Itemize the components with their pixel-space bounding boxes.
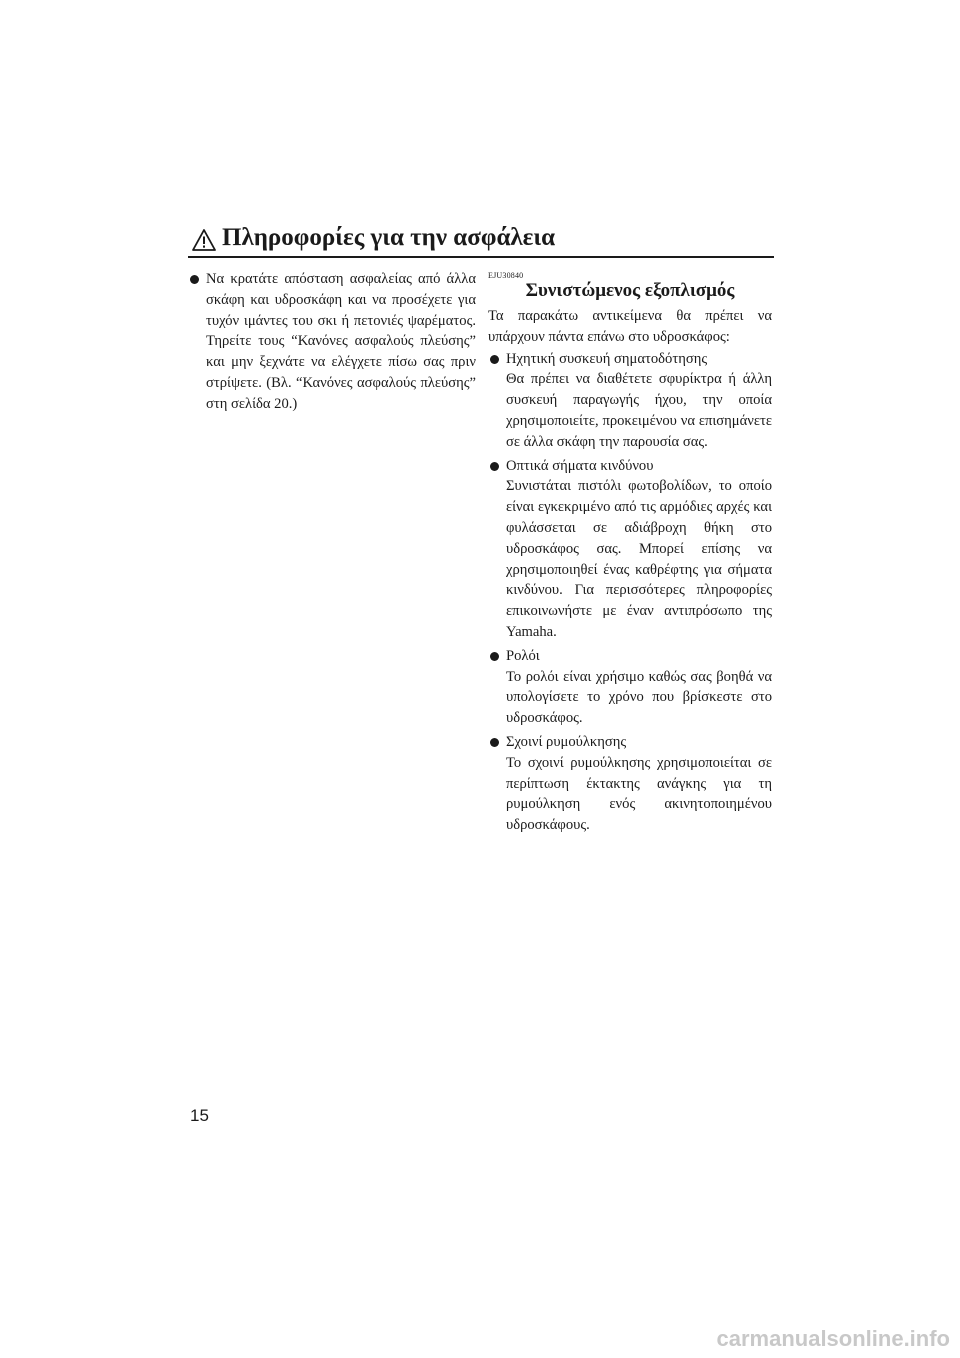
tow-rope-body: Το σχοινί ρυμούλκησης χρησιμοποιείται σε περίπτωση έκτακτης ανάγκης για τη ρυμούλκηση ενός ακινητοποιημένου υδροσκάφους. bbox=[506, 754, 772, 834]
section-title: Συνιστώμενος εξοπλισμός bbox=[525, 280, 735, 301]
bullet-icon bbox=[490, 355, 499, 364]
equipment-item-title bbox=[488, 349, 772, 370]
visual-signals-title: Οπτικά σήματα κινδύνου bbox=[506, 457, 654, 474]
bullet-icon bbox=[490, 738, 499, 747]
watch-body: Το ρολόι είναι χρήσιμο καθώς σας βοηθά να υπολογίσετε το χρόνο που βρίσκεστε στο υδροσκάφος. bbox=[506, 668, 772, 727]
right-column bbox=[488, 269, 772, 839]
bullet-icon bbox=[190, 275, 199, 284]
sound-device-body: Θα πρέπει να διαθέτετε σφυρίκτρα ή άλλη συσκευή παραγωγής ήχου, την οποία χρησιμοποιείτε, προκειμένου να επισημάνετε σε άλλα σκάφη την παρουσία σας. bbox=[506, 371, 772, 450]
page-number: 15 bbox=[190, 1106, 209, 1125]
left-column bbox=[188, 269, 476, 415]
equipment-item-title bbox=[488, 456, 772, 477]
visual-signals-body: Συνιστάται πιστόλι φωτοβολίδων, το οποίο είναι εγκεκριμένο από τις αρμόδιες αρχές και φυλάσσεται σε αδιάβροχη θήκη στο υδροσκάφος σας. Μπορεί επίσης να χρησιμοποιηθεί ένας καθρέφτης για σήματα κινδύνου. Για περισσότερες πληροφορίες επικοινωνήστε με έναν αντιπρόσωπο της Yamaha. bbox=[506, 478, 772, 640]
bullet-icon bbox=[490, 462, 499, 471]
safety-distance-text: Να κρατάτε απόσταση ασφαλείας από άλλα σκάφη και υδροσκάφη και να προσέχετε για τυχόν ιμάντες του σκι ή πετονιές ψαρέματος. Τηρείτε τους “Κανόνες ασφαλούς πλεύσης” και μην ξεχνάτε να ελέγχετε πίσω σας πριν στρίψετε. (Βλ. “Κανόνες ασφαλούς πλεύσης” στη σελίδα 20.) bbox=[206, 271, 476, 412]
warning-triangle-icon bbox=[192, 228, 216, 252]
page-header bbox=[188, 226, 774, 258]
watermark: carmanualsonline.info bbox=[716, 1326, 950, 1351]
bullet-icon bbox=[490, 652, 499, 661]
equipment-item-title bbox=[488, 732, 772, 753]
page-title: Πληροφορίες για την ασφάλεια bbox=[222, 224, 556, 251]
equipment-item-title bbox=[488, 646, 772, 667]
section-intro: Τα παρακάτω αντικείμενα θα πρέπει να υπάρχουν πάντα επάνω στο υδροσκάφος: bbox=[488, 308, 772, 345]
tow-rope-title: Σχοινί ρυμούλκησης bbox=[506, 733, 627, 750]
safety-distance-bullet bbox=[188, 269, 476, 415]
watch-title: Ρολόι bbox=[506, 647, 540, 664]
sound-device-title: Ηχητική συσκευή σηματοδότησης bbox=[506, 350, 708, 367]
section-code: EJU30840 bbox=[488, 271, 524, 280]
